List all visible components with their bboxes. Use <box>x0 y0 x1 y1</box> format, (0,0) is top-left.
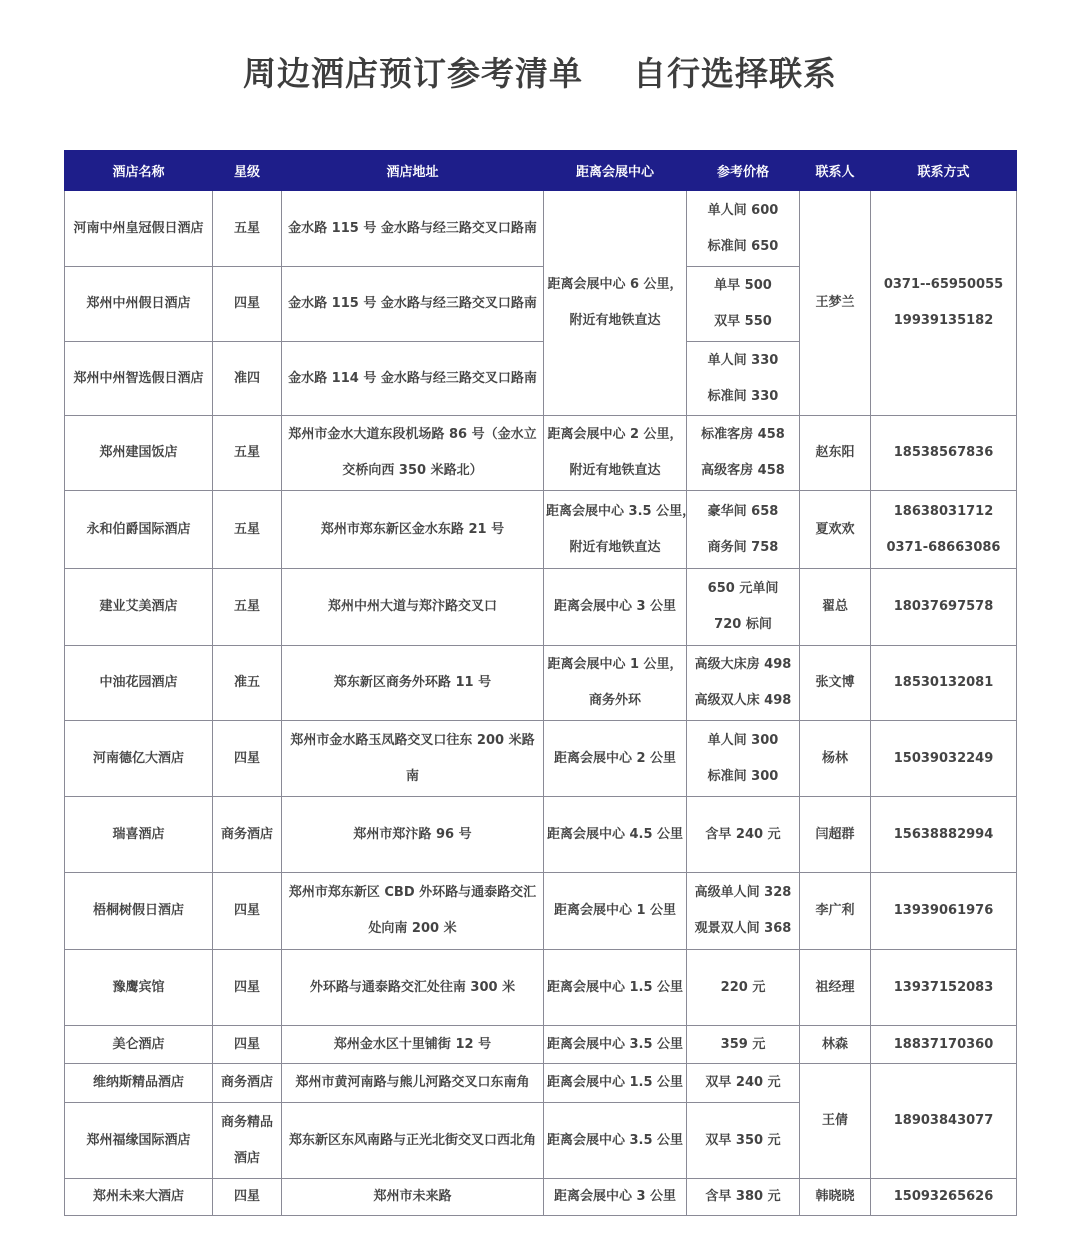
cell-contact <box>800 873 871 950</box>
cell-star <box>213 342 282 416</box>
cell-line: 建业艾美酒店 <box>99 599 178 614</box>
cell-line: 四星 <box>233 1036 260 1052</box>
cell-contact <box>800 950 871 1026</box>
cell-line: 距离会展中心 3 公里 <box>553 1189 677 1204</box>
cell-line: 标准间 330 <box>707 388 779 404</box>
cell-line: 高级大床房 498 <box>694 657 792 672</box>
cell-price <box>687 569 800 646</box>
cell-line: 商务外环 <box>588 693 641 708</box>
cell-line: 河南中州皇冠假日酒店 <box>73 220 204 236</box>
cell-line: 单人间 300 <box>707 732 779 748</box>
cell-star <box>213 873 282 950</box>
cell-line: 维纳斯精品酒店 <box>92 1075 184 1090</box>
cell-price <box>687 342 800 416</box>
cell-name <box>65 1026 213 1064</box>
cell-line: 高级客房 458 <box>701 463 785 478</box>
cell-line: 郑州市金水路玉凤路交叉口往东 200 米路 <box>290 732 535 748</box>
cell-name <box>65 191 213 267</box>
cell-line: 220 元 <box>720 979 766 995</box>
cell-line: 韩晓晓 <box>815 1189 855 1204</box>
cell-phone <box>871 1179 1017 1216</box>
cell-line: 四星 <box>233 903 260 918</box>
cell-line: 双早 550 <box>714 314 772 329</box>
cell-distance <box>544 1026 687 1064</box>
cell-price <box>687 721 800 797</box>
cell-line: 河南德亿大酒店 <box>92 750 184 766</box>
cell-line: 商务精品 <box>220 1114 273 1130</box>
cell-line: 商务酒店 <box>220 826 273 842</box>
cell-phone <box>871 191 1017 416</box>
cell-star <box>213 1103 282 1179</box>
cell-line: 五星 <box>233 220 260 236</box>
cell-line: 0371--65950055 <box>883 277 1004 292</box>
cell-contact <box>800 1064 871 1179</box>
cell-name <box>65 646 213 721</box>
cell-line: 18638031712 <box>893 503 994 519</box>
cell-star <box>213 191 282 267</box>
cell-line: 郑州市郑汴路 96 号 <box>353 826 472 842</box>
cell-line: 金水路 115 号 金水路与经三路交叉口路南 <box>288 220 537 236</box>
cell-line: 距离会展中心 3.5 公里， <box>546 503 696 519</box>
cell-phone <box>871 491 1017 569</box>
cell-star <box>213 491 282 569</box>
cell-distance <box>544 1179 687 1216</box>
cell-star <box>213 721 282 797</box>
cell-line: 0371-68663086 <box>886 539 1001 555</box>
cell-line: 郑州中州大道与郑汴路交叉口 <box>327 599 497 614</box>
table-row <box>65 1179 1017 1216</box>
cell-line: 距离会展中心 2 公里 <box>553 750 677 766</box>
cell-name <box>65 1103 213 1179</box>
cell-price <box>687 267 800 342</box>
cell-star <box>213 569 282 646</box>
cell-price <box>687 1103 800 1179</box>
cell-name <box>65 416 213 491</box>
cell-address <box>282 797 544 873</box>
cell-distance <box>544 1064 687 1103</box>
cell-line: 单早 500 <box>714 278 772 293</box>
cell-line: 中油花园酒店 <box>99 675 178 690</box>
cell-phone <box>871 797 1017 873</box>
cell-phone <box>871 873 1017 950</box>
cell-line: 附近有地铁直达 <box>569 313 661 328</box>
header-hotel-name: 酒店名称 <box>65 151 213 191</box>
cell-line: 附近有地铁直达 <box>569 463 661 478</box>
cell-line: 单人间 330 <box>707 352 779 368</box>
cell-line: 单人间 600 <box>707 202 779 218</box>
cell-name <box>65 721 213 797</box>
table-row <box>65 569 1017 646</box>
page-title: 周边酒店预订参考清单 自行选择联系 <box>243 54 837 93</box>
table-row <box>65 646 1017 721</box>
cell-line: 商务间 758 <box>707 539 779 555</box>
cell-line: 五星 <box>233 445 260 460</box>
header-address: 酒店地址 <box>282 151 544 191</box>
cell-address <box>282 267 544 342</box>
cell-price <box>687 1179 800 1216</box>
cell-line: 标准间 650 <box>707 238 779 254</box>
cell-line: 郑州福缘国际酒店 <box>86 1132 191 1148</box>
cell-line: 郑州中州智选假日酒店 <box>73 370 204 386</box>
cell-address <box>282 646 544 721</box>
table-row <box>65 797 1017 873</box>
cell-contact <box>800 797 871 873</box>
cell-star <box>213 797 282 873</box>
cell-line: 13937152083 <box>893 979 994 995</box>
cell-line: 18538567836 <box>893 445 994 460</box>
cell-line: 距离会展中心 3 公里 <box>553 599 677 614</box>
cell-name <box>65 569 213 646</box>
cell-address <box>282 721 544 797</box>
cell-line: 双早 240 元 <box>705 1075 781 1090</box>
cell-price <box>687 491 800 569</box>
cell-address <box>282 873 544 950</box>
cell-phone <box>871 721 1017 797</box>
cell-line: 杨林 <box>821 750 848 766</box>
cell-address <box>282 950 544 1026</box>
cell-contact <box>800 569 871 646</box>
cell-distance <box>544 797 687 873</box>
cell-phone <box>871 646 1017 721</box>
table-row <box>65 416 1017 491</box>
cell-line: 郑州金水区十里铺街 12 号 <box>333 1036 492 1052</box>
cell-line: 距离会展中心 6 公里， <box>547 277 683 292</box>
cell-name <box>65 491 213 569</box>
cell-line: 13939061976 <box>893 903 994 918</box>
cell-distance <box>544 569 687 646</box>
cell-contact <box>800 191 871 416</box>
cell-name <box>65 1064 213 1103</box>
cell-name <box>65 267 213 342</box>
cell-line: 四星 <box>233 750 260 766</box>
cell-line: 夏欢欢 <box>815 521 855 537</box>
cell-line: 处向南 200 米 <box>368 921 457 936</box>
cell-distance <box>544 873 687 950</box>
cell-line: 五星 <box>233 521 260 537</box>
cell-line: 距离会展中心 2 公里， <box>547 427 683 442</box>
cell-price <box>687 646 800 721</box>
header-star: 星级 <box>213 151 282 191</box>
cell-line: 720 标间 <box>714 617 772 632</box>
cell-line: 外环路与通泰路交汇处往南 300 米 <box>309 979 516 995</box>
cell-line: 含早 240 元 <box>705 826 781 842</box>
cell-line: 金水路 114 号 金水路与经三路交叉口路南 <box>288 370 537 386</box>
cell-phone <box>871 416 1017 491</box>
table-row <box>65 721 1017 797</box>
cell-address <box>282 1103 544 1179</box>
cell-line: 距离会展中心 1 公里， <box>547 657 683 672</box>
cell-line: 双早 350 元 <box>705 1132 781 1148</box>
cell-contact <box>800 1179 871 1216</box>
cell-line: 郑东新区商务外环路 11 号 <box>333 675 492 690</box>
cell-line: 郑州市未来路 <box>373 1189 452 1204</box>
cell-line: 商务酒店 <box>220 1075 273 1090</box>
cell-line: 梧桐树假日酒店 <box>92 903 184 918</box>
cell-line: 四星 <box>233 979 260 995</box>
cell-line: 观景双人间 368 <box>694 921 792 936</box>
cell-distance <box>544 1103 687 1179</box>
cell-contact <box>800 416 871 491</box>
cell-price <box>687 950 800 1026</box>
cell-contact <box>800 491 871 569</box>
cell-line: 359 元 <box>720 1036 766 1052</box>
cell-address <box>282 1064 544 1103</box>
cell-line: 酒店 <box>233 1150 260 1166</box>
cell-star <box>213 950 282 1026</box>
cell-line: 含早 380 元 <box>705 1189 781 1204</box>
cell-line: 标准客房 458 <box>701 427 785 442</box>
cell-price <box>687 191 800 267</box>
cell-line: 郑州市郑东新区 CBD 外环路与通泰路交汇 <box>288 885 537 900</box>
cell-contact <box>800 646 871 721</box>
cell-star <box>213 1026 282 1064</box>
cell-line: 林森 <box>821 1036 848 1052</box>
cell-line: 四星 <box>233 296 260 311</box>
cell-name <box>65 1179 213 1216</box>
cell-line: 15638882994 <box>893 826 994 842</box>
cell-line: 四星 <box>233 1189 260 1204</box>
header-contact: 联系人 <box>800 151 871 191</box>
header-price: 参考价格 <box>687 151 800 191</box>
cell-line: 19939135182 <box>893 313 994 328</box>
cell-line: 18037697578 <box>893 599 994 614</box>
table-row <box>65 950 1017 1026</box>
cell-price <box>687 1026 800 1064</box>
cell-price <box>687 873 800 950</box>
cell-line: 闫超群 <box>815 826 855 842</box>
cell-address <box>282 191 544 267</box>
cell-line: 永和伯爵国际酒店 <box>86 521 191 537</box>
cell-line: 王梦兰 <box>815 295 855 310</box>
cell-address <box>282 1179 544 1216</box>
cell-line: 15039032249 <box>893 750 994 766</box>
table-row <box>65 191 1017 267</box>
header-phone: 联系方式 <box>871 151 1017 191</box>
cell-star <box>213 1179 282 1216</box>
cell-name <box>65 950 213 1026</box>
cell-star <box>213 416 282 491</box>
cell-line: 距离会展中心 3.5 公里 <box>546 1132 684 1148</box>
table-row <box>65 873 1017 950</box>
cell-address <box>282 416 544 491</box>
cell-line: 18530132081 <box>893 675 994 690</box>
cell-line: 距离会展中心 1 公里 <box>553 903 677 918</box>
cell-price <box>687 797 800 873</box>
cell-line: 距离会展中心 1.5 公里 <box>546 1075 684 1090</box>
cell-line: 郑州市金水大道东段机场路 86 号（金水立 <box>288 427 537 442</box>
cell-line: 五星 <box>233 599 260 614</box>
cell-line: 高级双人床 498 <box>694 693 792 708</box>
cell-line: 翟总 <box>821 599 848 614</box>
cell-contact <box>800 1026 871 1064</box>
cell-line: 豫鹰宾馆 <box>112 979 165 995</box>
cell-line: 准五 <box>233 675 260 690</box>
cell-line: 准四 <box>233 370 260 386</box>
cell-star <box>213 1064 282 1103</box>
cell-star <box>213 267 282 342</box>
header-distance: 距离会展中心 <box>544 151 687 191</box>
cell-name <box>65 873 213 950</box>
cell-line: 高级单人间 328 <box>694 885 792 900</box>
cell-line: 18903843077 <box>893 1113 994 1128</box>
cell-line: 祖经理 <box>815 979 855 995</box>
cell-phone <box>871 950 1017 1026</box>
cell-price <box>687 1064 800 1103</box>
cell-star <box>213 646 282 721</box>
cell-line: 15093265626 <box>893 1189 994 1204</box>
cell-line: 瑞喜酒店 <box>112 826 165 842</box>
cell-distance <box>544 416 687 491</box>
cell-line: 郑州未来大酒店 <box>92 1189 184 1204</box>
cell-line: 南 <box>405 768 419 784</box>
table-row <box>65 1026 1017 1064</box>
cell-line: 交桥向西 350 米路北） <box>342 463 483 478</box>
cell-contact <box>800 721 871 797</box>
cell-address <box>282 569 544 646</box>
cell-line: 650 元单间 <box>707 581 779 596</box>
cell-line: 美仑酒店 <box>112 1036 165 1052</box>
cell-line: 张文博 <box>815 675 855 690</box>
cell-distance <box>544 950 687 1026</box>
cell-line: 18837170360 <box>893 1036 994 1052</box>
cell-address <box>282 491 544 569</box>
cell-line: 距离会展中心 3.5 公里 <box>546 1036 684 1052</box>
cell-address <box>282 342 544 416</box>
cell-line: 郑东新区东风南路与正光北街交叉口西北角 <box>288 1132 536 1148</box>
cell-name <box>65 797 213 873</box>
cell-line: 郑州中州假日酒店 <box>86 296 191 311</box>
table-header-row <box>65 151 1017 191</box>
cell-line: 距离会展中心 1.5 公里 <box>546 979 684 995</box>
cell-line: 郑州市黄河南路与熊儿河路交叉口东南角 <box>295 1075 530 1090</box>
cell-line: 郑州市郑东新区金水东路 21 号 <box>320 521 505 537</box>
cell-phone <box>871 1026 1017 1064</box>
cell-phone <box>871 1064 1017 1179</box>
cell-line: 附近有地铁直达 <box>569 539 661 555</box>
cell-name <box>65 342 213 416</box>
cell-distance <box>544 191 687 416</box>
cell-line: 郑州建国饭店 <box>99 445 178 460</box>
cell-line: 赵东阳 <box>815 445 855 460</box>
cell-line: 李广利 <box>815 903 855 918</box>
cell-distance <box>544 646 687 721</box>
cell-phone <box>871 569 1017 646</box>
cell-line: 距离会展中心 4.5 公里 <box>546 826 684 842</box>
table-row <box>65 491 1017 569</box>
cell-price <box>687 416 800 491</box>
cell-distance <box>544 491 696 569</box>
cell-line: 金水路 115 号 金水路与经三路交叉口路南 <box>288 296 537 311</box>
cell-distance <box>544 721 687 797</box>
cell-line: 豪华间 658 <box>707 503 779 519</box>
cell-address <box>282 1026 544 1064</box>
cell-line: 标准间 300 <box>707 768 779 784</box>
hotel-table <box>64 150 1017 1216</box>
table-row <box>65 1064 1017 1103</box>
cell-line: 王倩 <box>821 1113 848 1128</box>
